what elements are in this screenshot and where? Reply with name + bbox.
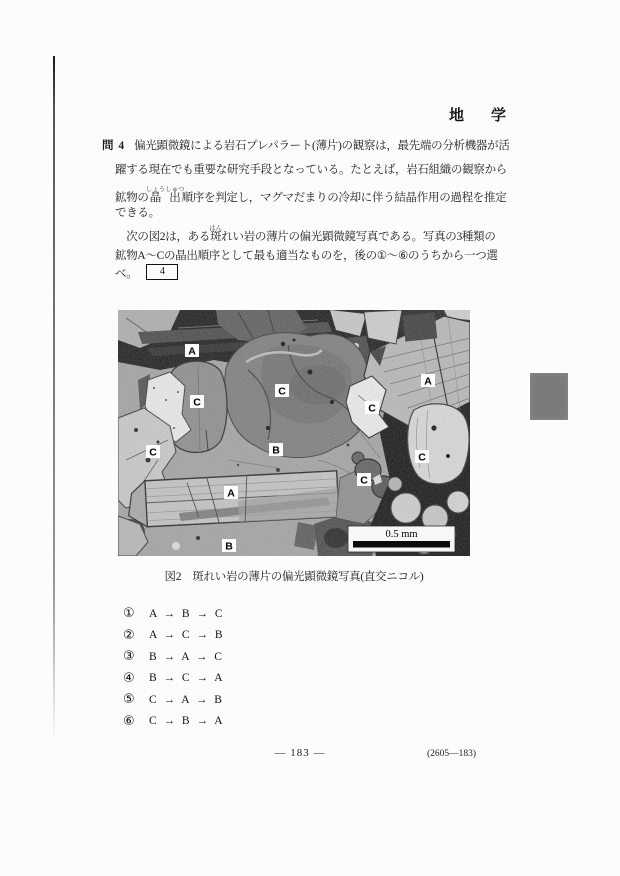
mineral-label-text: A — [227, 487, 235, 500]
mineral-label-4 — [421, 374, 435, 388]
choices-list — [123, 603, 224, 732]
scale-bar-rule — [353, 541, 450, 548]
grain-overlay — [118, 310, 470, 556]
mineral-label-8 — [357, 473, 371, 487]
choice-sequence: C → B → A — [149, 715, 224, 728]
page-edge-marker — [530, 373, 568, 420]
choice-number: ② — [123, 627, 135, 643]
page-number: — 183 — — [274, 747, 326, 759]
form-code: (2605—183) — [427, 749, 477, 759]
choice-sequence: A → B → C — [149, 607, 224, 620]
choice-sequence: B → C → A — [149, 672, 224, 685]
mineral-label-text: B — [272, 444, 280, 457]
mineral-label-text: C — [193, 396, 201, 409]
question-line-6 — [115, 248, 498, 265]
binding-mark — [53, 56, 55, 744]
choice-row-4 — [123, 668, 224, 690]
ruby-base-han: 斑 — [209, 231, 223, 243]
question-text-2: 躍する現在でも重要な研究手段となっている。たとえば，岩石組織の観察から — [115, 164, 507, 176]
question-line-2 — [115, 162, 507, 179]
figure-caption: 図2 斑れい岩の薄片の偏光顕微鏡写真(直交ニコル) — [164, 571, 424, 583]
scale-bar-label: 0.5 mm — [385, 529, 418, 540]
mineral-label-text: C — [278, 385, 286, 398]
photomicrograph-svg — [118, 310, 470, 556]
mineral-label-text: A — [424, 375, 432, 388]
mineral-label-text: C — [149, 446, 157, 459]
mineral-label-10 — [222, 539, 236, 553]
ruby-base-shoushutsu: 晶出 — [145, 192, 185, 204]
furigana-shoushutsu: しょうしゅつ — [145, 186, 185, 193]
choice-sequence: A → C → B — [149, 629, 224, 642]
question-line-7 — [115, 266, 178, 283]
mineral-label-text: C — [360, 474, 368, 487]
question-text-6: 鉱物A～Cの晶出順序として最も適当なものを，後の①～⑥のうちから一つ選 — [115, 250, 498, 262]
ruby-shoushutsu — [145, 186, 185, 204]
choice-row-5 — [123, 689, 224, 711]
furigana-han: はん — [209, 225, 223, 232]
question-text-7: べ。 — [115, 268, 138, 280]
choice-row-1 — [123, 603, 224, 625]
choice-number: ⑤ — [123, 692, 135, 708]
question-text-1: 偏光顕微鏡による岩石プレパラート(薄片)の観察は，最先端の分析機器が活 — [134, 140, 510, 152]
choice-sequence: B → A → C — [149, 650, 223, 663]
mineral-label-text: A — [188, 345, 196, 358]
mineral-label-2 — [275, 384, 289, 398]
scale-bar — [348, 526, 455, 552]
mineral-label-6 — [269, 443, 283, 457]
choice-number: ④ — [123, 670, 135, 686]
question-text-3-pre: 鉱物の — [115, 192, 149, 204]
question-line-1 — [102, 138, 510, 155]
mineral-label-5 — [365, 401, 379, 415]
question-text-5-pre: 次の図2は，ある — [115, 231, 211, 243]
question-label: 問 4 — [102, 140, 126, 152]
mineral-label-7 — [415, 450, 429, 464]
figure-photomicrograph — [118, 310, 470, 556]
question-line-5 — [115, 225, 496, 242]
choice-row-6 — [123, 711, 224, 733]
mineral-label-0 — [185, 344, 199, 358]
question-text-3-post: 順序を判定し，マグマだまりの冷却に伴う結晶作用の過程を推定 — [181, 192, 507, 204]
mineral-label-text: C — [418, 451, 426, 464]
question-line-3 — [115, 186, 506, 203]
mineral-label-1 — [190, 395, 204, 409]
choice-row-2 — [123, 625, 224, 647]
mineral-label-3 — [146, 445, 160, 459]
question-line-4 — [115, 205, 160, 222]
ruby-han — [209, 225, 223, 243]
answer-number-box: 4 — [146, 264, 178, 280]
mineral-label-9 — [224, 486, 238, 500]
question-text-5-post: れい岩の薄片の偏光顕微鏡写真である。写真の3種類の — [221, 231, 496, 243]
mineral-label-text: C — [368, 402, 376, 415]
choice-row-3 — [123, 646, 224, 668]
mineral-label-text: B — [225, 540, 233, 553]
question-text-4: できる。 — [115, 207, 160, 219]
choice-number: ⑥ — [123, 713, 135, 729]
choice-number: ① — [123, 606, 135, 622]
choice-number: ③ — [123, 649, 135, 665]
subject-header: 地 学 — [449, 108, 513, 124]
choice-sequence: C → A → B — [149, 693, 223, 706]
